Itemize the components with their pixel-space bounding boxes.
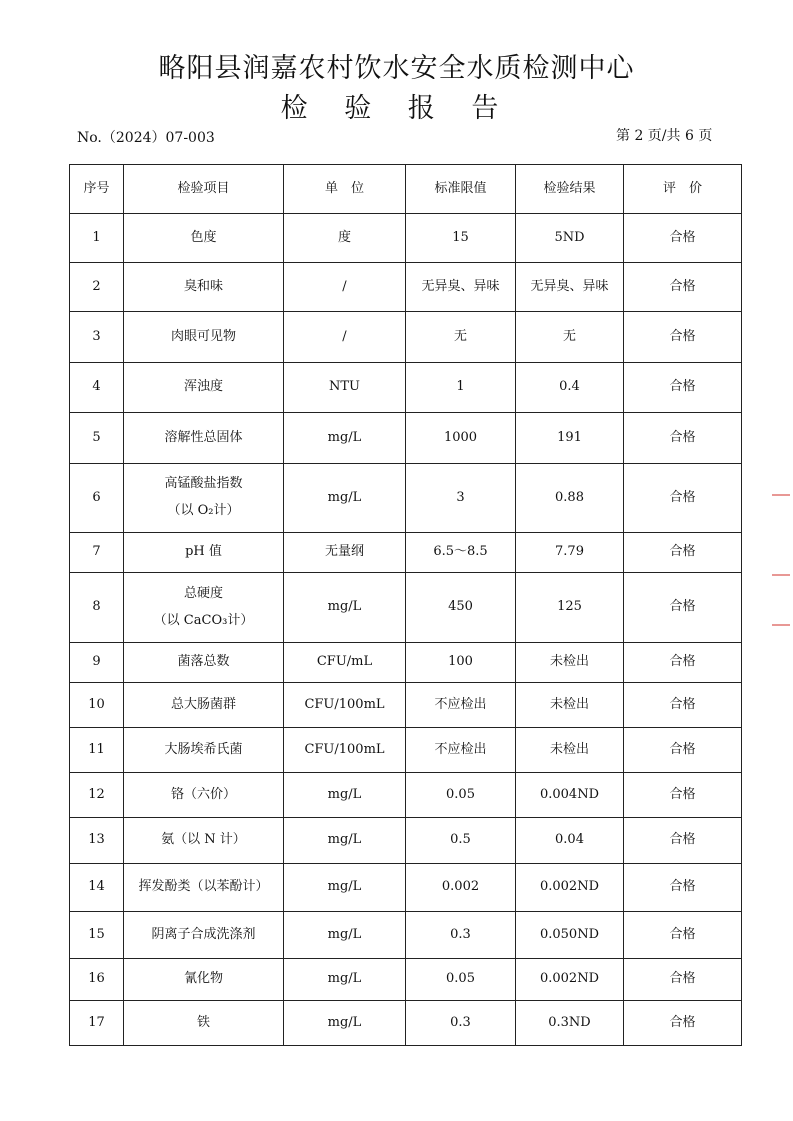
row-item [124,263,284,312]
row-item-name: 挥发酚类（以苯酚计） [138,879,269,895]
row-unit: 无量纲 [284,533,406,573]
row-number: 5 [70,413,124,464]
row-item [124,573,284,643]
row-number: 11 [70,728,124,773]
row-unit: mg/L [284,1001,406,1046]
row-item-name: 溶解性总固体 [164,429,243,445]
row-item-note: （以 CaCO₃计） [153,612,254,628]
row-eval: 合格 [624,413,742,464]
table-header-row [70,165,742,214]
row-result: 0.3ND [516,1001,624,1046]
table-row [70,683,742,728]
table-row [70,864,742,912]
table-row [70,573,742,643]
row-item-name: 高锰酸盐指数 [164,476,243,492]
row-item-name: 总硬度 [183,585,223,601]
row-item [124,818,284,864]
table-row [70,363,742,413]
row-number: 16 [70,959,124,1001]
row-item-name: 阴离子合成洗涤剂 [151,926,256,942]
table-row [70,214,742,263]
report-number: No.（2024）07-003 [77,130,215,146]
row-result: 未检出 [516,643,624,683]
row-unit: mg/L [284,573,406,643]
table-row [70,464,742,533]
row-result: 0.050ND [516,912,624,959]
row-result: 7.79 [516,533,624,573]
col-header-unit: 单 位 [284,165,406,214]
row-unit: / [284,312,406,363]
row-eval: 合格 [624,312,742,363]
row-item [124,912,284,959]
row-item-name: 浑浊度 [183,379,223,395]
row-item [124,363,284,413]
col-header-item: 检验项目 [124,165,284,214]
row-limit: 不应检出 [406,728,516,773]
row-item [124,864,284,912]
row-result: 未检出 [516,683,624,728]
row-result: 0.002ND [516,959,624,1001]
table-row [70,912,742,959]
row-number: 12 [70,773,124,818]
row-eval: 合格 [624,214,742,263]
row-result: 191 [516,413,624,464]
row-unit: mg/L [284,818,406,864]
row-unit: mg/L [284,773,406,818]
row-eval: 合格 [624,464,742,533]
document-title: 略阳县润嘉农村饮水安全水质检测中心 [158,53,635,84]
row-item [124,643,284,683]
table-row [70,1001,742,1046]
row-number: 17 [70,1001,124,1046]
row-item-name: 铬（六价） [170,786,236,802]
row-item [124,312,284,363]
row-number: 15 [70,912,124,959]
row-item-name: 氨（以 N 计） [161,832,246,848]
row-eval: 合格 [624,818,742,864]
row-number: 6 [70,464,124,533]
row-eval: 合格 [624,533,742,573]
row-item-name: 色度 [190,229,217,245]
document-subtitle: 检 验 报 告 [280,93,513,124]
row-number: 8 [70,573,124,643]
row-limit: 3 [406,464,516,533]
row-unit: mg/L [284,413,406,464]
row-number: 13 [70,818,124,864]
row-eval: 合格 [624,263,742,312]
row-limit: 450 [406,573,516,643]
row-item-name: 菌落总数 [177,654,230,670]
row-item [124,533,284,573]
row-item-note: （以 O₂计） [167,503,240,518]
row-eval: 合格 [624,363,742,413]
row-number: 10 [70,683,124,728]
row-eval: 合格 [624,912,742,959]
row-eval: 合格 [624,959,742,1001]
row-unit: NTU [284,363,406,413]
row-result: 5ND [516,214,624,263]
row-number: 14 [70,864,124,912]
row-unit: 度 [284,214,406,263]
row-limit: 0.3 [406,912,516,959]
row-eval: 合格 [624,773,742,818]
row-item-name: pH 值 [185,544,222,560]
row-item-name: 肉眼可见物 [170,328,236,344]
row-item-name: 臭和味 [183,278,223,294]
table-row [70,959,742,1001]
row-number: 7 [70,533,124,573]
row-result: 0.004ND [516,773,624,818]
row-number: 2 [70,263,124,312]
row-item [124,728,284,773]
page-info: 第 2 页/共 6 页 [616,128,713,144]
row-number: 9 [70,643,124,683]
table-row [70,413,742,464]
row-result: 0.88 [516,464,624,533]
results-table [69,164,742,1046]
row-result: 无 [516,312,624,363]
table-body [70,214,742,1046]
row-item [124,773,284,818]
row-eval: 合格 [624,864,742,912]
stamp-mark [772,610,790,626]
row-limit: 0.5 [406,818,516,864]
row-result: 125 [516,573,624,643]
row-item [124,214,284,263]
row-unit: mg/L [284,864,406,912]
table-row [70,773,742,818]
row-unit: mg/L [284,959,406,1001]
row-unit: mg/L [284,912,406,959]
row-limit: 0.05 [406,959,516,1001]
row-item-name: 氰化物 [183,971,223,987]
row-limit: 无异臭、异味 [406,263,516,312]
row-eval: 合格 [624,683,742,728]
row-unit: CFU/100mL [284,728,406,773]
col-header-eval: 评 价 [624,165,742,214]
col-header-no: 序号 [70,165,124,214]
row-unit: mg/L [284,464,406,533]
row-eval: 合格 [624,1001,742,1046]
table-row [70,533,742,573]
row-limit: 6.5～8.5 [406,533,516,573]
row-unit: CFU/100mL [284,683,406,728]
row-result: 未检出 [516,728,624,773]
row-result: 0.04 [516,818,624,864]
row-limit: 100 [406,643,516,683]
row-item-name: 铁 [196,1014,210,1030]
row-item [124,464,284,533]
row-item [124,683,284,728]
row-result: 0.002ND [516,864,624,912]
row-limit: 无 [406,312,516,363]
row-number: 3 [70,312,124,363]
row-item-name: 总大肠菌群 [170,696,236,712]
col-header-limit: 标准限值 [406,165,516,214]
row-limit: 0.3 [406,1001,516,1046]
row-eval: 合格 [624,728,742,773]
row-limit: 15 [406,214,516,263]
row-eval: 合格 [624,643,742,683]
table-row [70,728,742,773]
row-item-name: 大肠埃希氏菌 [164,741,243,757]
row-number: 4 [70,363,124,413]
row-limit: 不应检出 [406,683,516,728]
row-limit: 1 [406,363,516,413]
row-limit: 1000 [406,413,516,464]
row-unit: / [284,263,406,312]
row-result: 无异臭、异味 [516,263,624,312]
row-number: 1 [70,214,124,263]
table-row [70,263,742,312]
row-unit: CFU/mL [284,643,406,683]
stamp-mark [772,560,790,576]
table-row [70,818,742,864]
row-limit: 0.002 [406,864,516,912]
col-header-result: 检验结果 [516,165,624,214]
row-item [124,1001,284,1046]
row-result: 0.4 [516,363,624,413]
row-eval: 合格 [624,573,742,643]
row-item [124,413,284,464]
stamp-mark [772,480,790,496]
table-row [70,312,742,363]
row-item [124,959,284,1001]
row-limit: 0.05 [406,773,516,818]
table-row [70,643,742,683]
